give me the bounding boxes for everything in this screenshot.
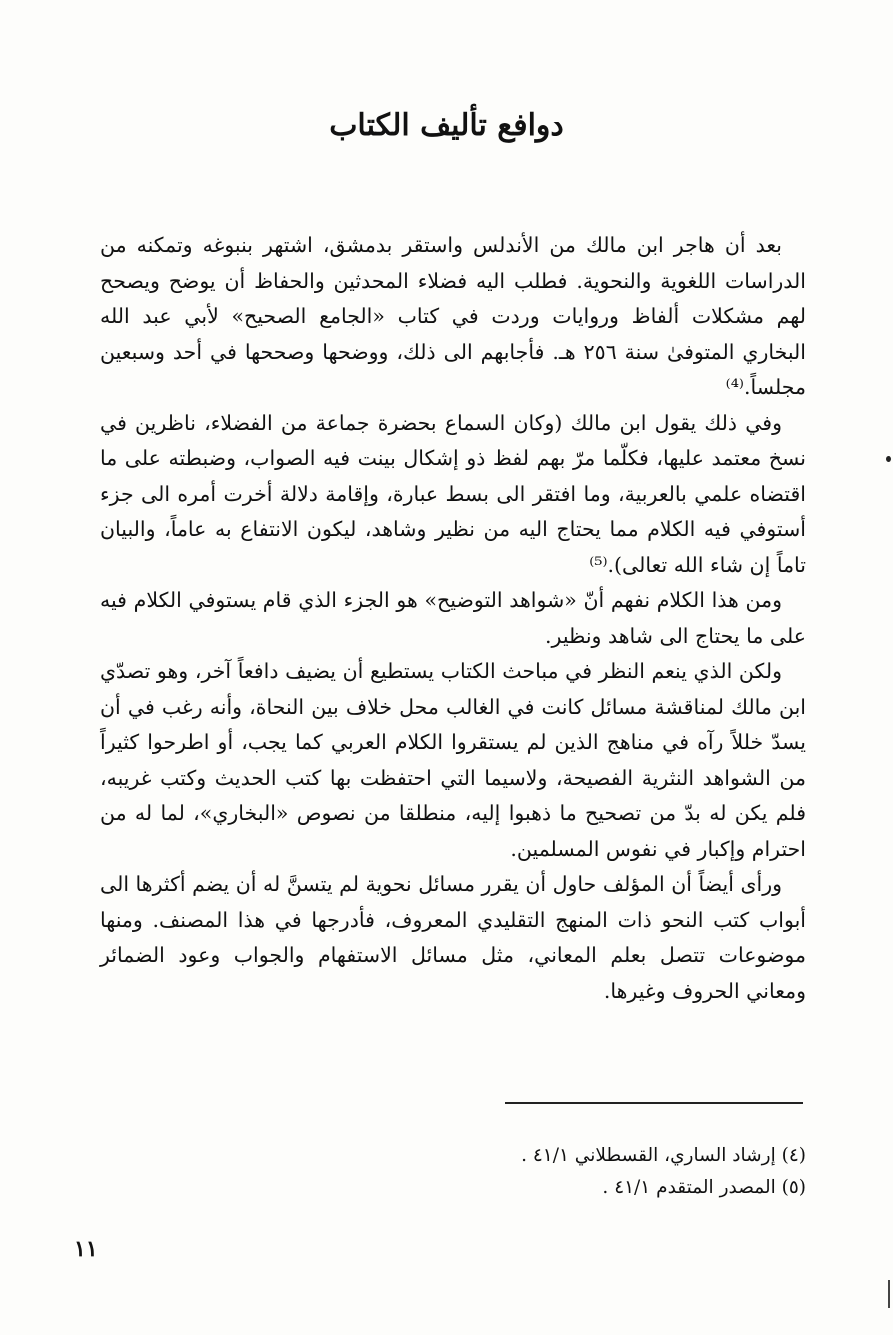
paragraph: ورأى أيضاً أن المؤلف حاول أن يقرر مسائل نحوية لم يتسنَّ له أن يضم أكثرها الى أبواب كتب النحو ذات المنهج التقليدي المعروف، فأدرجها في هذا المصنف. ومنها موضوعات تتصل بعلم المعاني، مثل مسائل الاستفهام والجواب وعود الضمائر ومعاني الحروف وغيرها. (100, 872, 806, 1003)
scan-edge-mark (888, 1280, 890, 1308)
page-number: ١١ (74, 1236, 98, 1262)
footnote: (٤) إرشاد الساري، القسطلاني ٤١/١ . (521, 1145, 806, 1166)
footnotes (100, 1140, 806, 1204)
footnote: (٥) المصدر المتقدم ٤١/١ . (602, 1177, 806, 1198)
paragraph: ولكن الذي ينعم النظر في مباحث الكتاب يستطيع أن يضيف دافعاً آخر، وهو تصدّي ابن مالك لمناقشة مسائل كانت في الغالب محل خلاف بين النحاة، وأنه رغب في أن يسدّ خللاً رآه في مناهج الذين لم يستقروا الكلام العربي كما يجب، أو اطرحوا كثيراً من الشواهد النثرية الفصيحة، ولاسيما التي احتفظت بها كتب الحديث وكتب غريبه، فلم يكن له بدّ من تصحيح ما ذهبوا إليه، منطلقا من نصوص «البخاري»، لما له من احترام وإكبار في نفوس المسلمين. (100, 659, 806, 861)
footnote-divider (505, 1102, 803, 1104)
page-title: دوافع تأليف الكتاب (329, 108, 564, 143)
margin-speck (886, 456, 891, 462)
paragraph: بعد أن هاجر ابن مالك من الأندلس واستقر بدمشق، اشتهر بنبوغه وتمكنه من الدراسات اللغوية والنحوية. فطلب اليه فضلاء المحدثين والحفاظ أن يوضح ويصحح لهم مشكلات ألفاظ وروايات وردت في كتاب «الجامع الصحيح» لأبي عبد الله البخاري المتوفىٰ سنة ٢٥٦ هـ. فأجابهم الى ذلك، ووضحها وصححها في أحد وسبعين مجلساً.⁽⁴⁾ (100, 233, 806, 399)
body-text (100, 228, 806, 1009)
paragraph: ومن هذا الكلام نفهم أنّ «شواهد التوضيح» هو الجزء الذي قام يستوفي الكلام فيه على ما يحتاج الى شاهد ونظير. (100, 588, 806, 648)
paragraph: وفي ذلك يقول ابن مالك (وكان السماع بحضرة جماعة من الفضلاء، ناظرين في نسخ معتمد عليها، فكلّما مرّ بهم لفظ ذو إشكال بينت فيه الصواب، وضبطته على ما اقتضاه علمي بالعربية، وما افتقر الى بسط عبارة، وإقامة دلالة أخرت أمره الى جزء أستوفي فيه الكلام مما يحتاج اليه من نظير وشاهد، ليكون الانتفاع به عاماً، والبيان تاماً إن شاء الله تعالى).⁽⁵⁾ (100, 410, 806, 577)
